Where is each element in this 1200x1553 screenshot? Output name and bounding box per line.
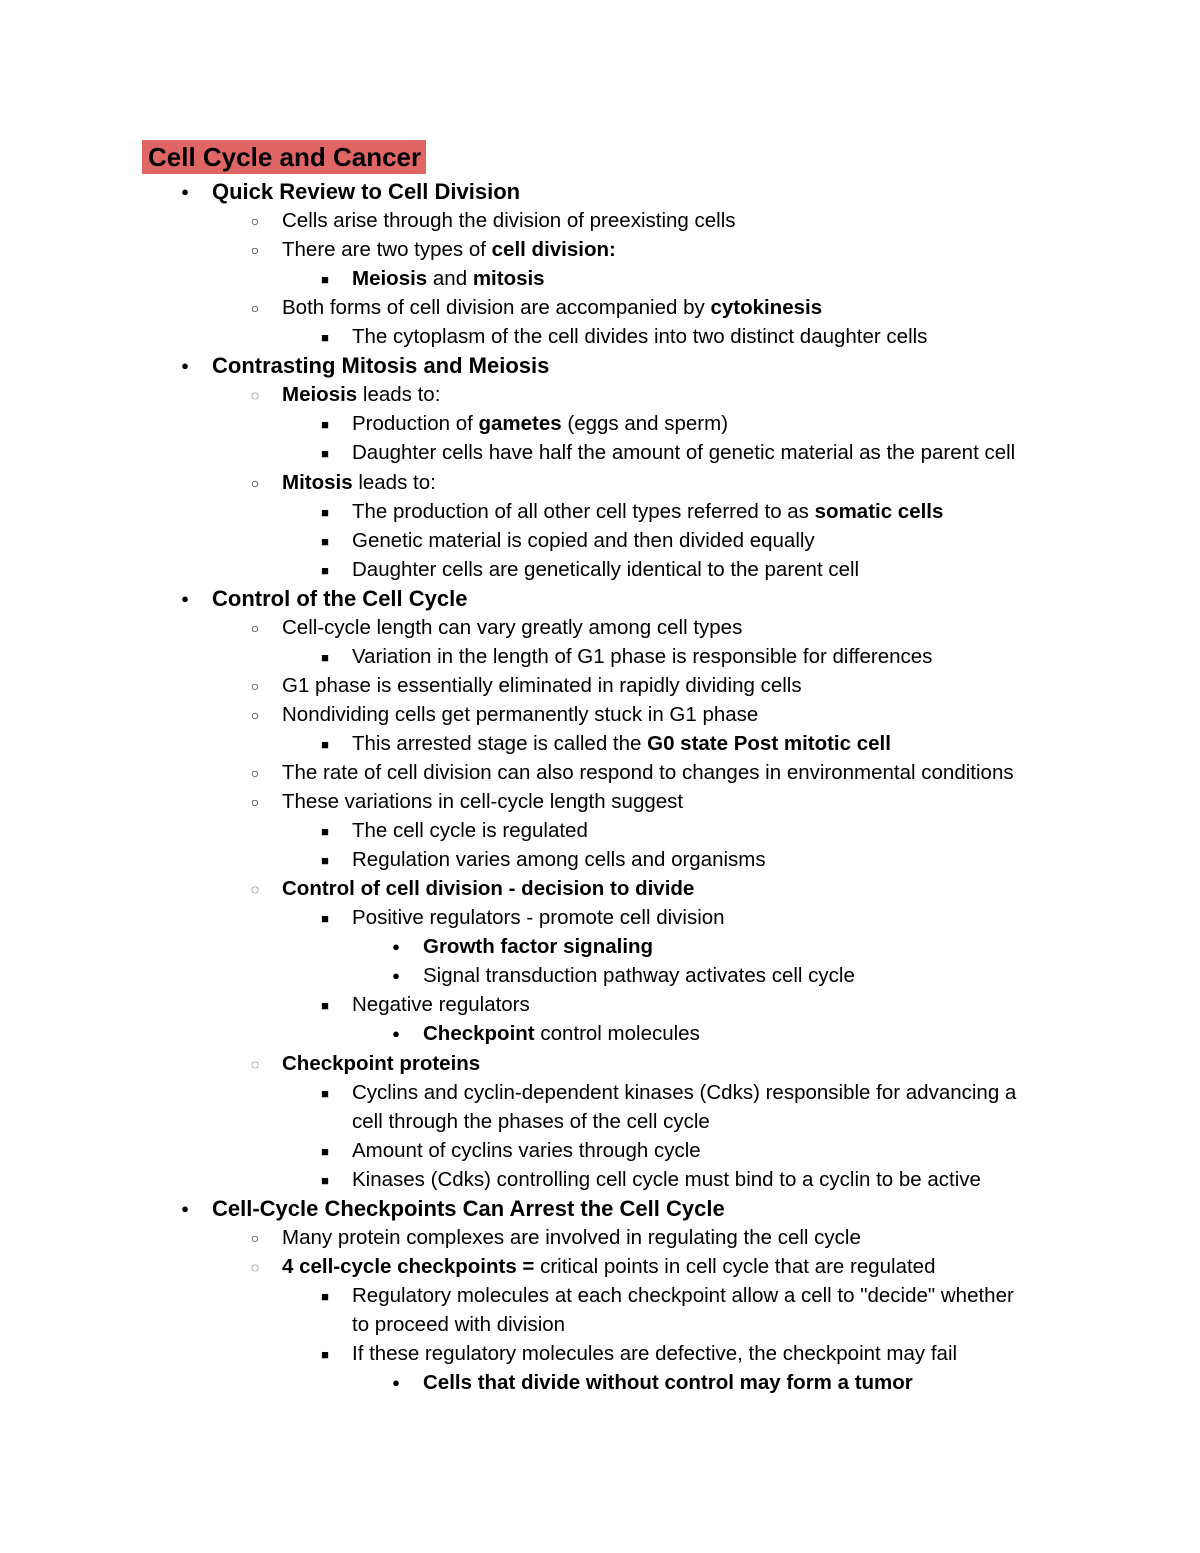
square-bullet-icon [317, 1340, 333, 1369]
list-item-text: The rate of cell division can also respond to changes in environmental conditions [282, 761, 1014, 784]
list-item-text: Contrasting Mitosis and Meiosis [212, 353, 550, 379]
list-item [352, 323, 927, 351]
list-item-text: Meiosis [352, 267, 428, 291]
list-item [282, 1050, 480, 1078]
list-item-text: Control of cell division - decision to divide [282, 877, 695, 901]
list-item-text: Checkpoint [423, 1022, 535, 1046]
list-item-text: Production of [352, 412, 479, 436]
dot-bullet-icon [388, 933, 404, 961]
list-item-text: There are two types of [282, 238, 492, 262]
list-item [352, 730, 891, 758]
list-item [282, 381, 440, 409]
list-item [352, 1108, 710, 1136]
list-item [282, 788, 683, 816]
list-item-text: The cytoplasm of the cell divides into two distinct daughter cells [352, 325, 928, 349]
list-item-text: Genetic material is copied and then divided equally [352, 528, 815, 552]
list-item-text: Regulatory molecules at each checkpoint allow a cell to "decide" whether [352, 1283, 1014, 1307]
square-bullet-icon [317, 1079, 333, 1108]
list-item-text: Control of the Cell Cycle [212, 585, 468, 611]
list-item-text: Cell-cycle length can vary greatly among cell types [282, 615, 743, 639]
square-bullet-icon [317, 846, 333, 875]
list-item [352, 498, 943, 526]
square-bullet-icon [317, 323, 333, 352]
list-item-text: somatic cells [814, 499, 944, 523]
circle-bullet-icon [247, 614, 263, 642]
list-item-text: Cells that divide without control may form a tumor [423, 1371, 913, 1395]
list-item-text: Checkpoint proteins [282, 1051, 481, 1075]
list-item-text: The production of all other cell types referred to as [352, 499, 815, 523]
list-item [352, 1340, 957, 1368]
list-item [352, 1079, 1016, 1107]
list-item-text: Both forms of cell division are accompanied by [282, 296, 711, 320]
circle-bullet-icon [247, 1050, 263, 1078]
dot-bullet-icon [177, 585, 193, 613]
circle-bullet-icon [247, 788, 263, 816]
list-item [352, 1282, 1014, 1310]
list-item-text: Daughter cells are genetically identical to the parent cell [352, 557, 860, 581]
list-item-text: Variation in the length of G1 phase is responsible for differences [352, 644, 933, 668]
circle-bullet-icon [247, 236, 263, 264]
list-item [352, 265, 545, 293]
list-item-text: mitosis [472, 267, 545, 291]
square-bullet-icon [317, 410, 333, 439]
list-item-text: Meiosis [282, 383, 358, 407]
list-item [282, 469, 436, 497]
list-item [423, 1020, 700, 1048]
list-item-text: This arrested stage is called the [352, 731, 648, 755]
list-item [352, 904, 725, 932]
list-item-text: leads to: [352, 470, 436, 494]
list-item-text: cell division: [491, 238, 616, 262]
list-item-text: cytokinesis [710, 296, 823, 320]
list-item [352, 1311, 565, 1339]
circle-bullet-icon [247, 1224, 263, 1252]
list-item [282, 294, 822, 322]
square-bullet-icon [317, 730, 333, 759]
list-item-text: to proceed with division [352, 1312, 566, 1336]
list-item-text: and [427, 267, 473, 291]
square-bullet-icon [317, 439, 333, 468]
circle-bullet-icon [247, 701, 263, 729]
list-item-text: Nondividing cells get permanently stuck in G1 phase [282, 702, 759, 726]
list-item-text: Growth factor signaling [423, 935, 654, 959]
list-item [282, 701, 758, 729]
list-item [352, 1166, 981, 1194]
list-item [352, 527, 815, 555]
list-item-text: G1 phase is essentially eliminated in rapidly dividing cells [282, 673, 802, 697]
list-item-text: Cells arise through the division of preexisting cells [282, 209, 736, 233]
circle-bullet-icon [247, 1253, 263, 1281]
list-item-text: If these regulatory molecules are defective, the checkpoint may fail [352, 1342, 958, 1365]
list-item [282, 207, 736, 235]
section-heading [212, 352, 549, 380]
list-item-text: Positive regulators - promote cell division [352, 906, 725, 930]
list-item [282, 1224, 861, 1252]
list-item [282, 875, 694, 903]
list-item-text: (eggs and sperm) [561, 412, 729, 436]
dot-bullet-icon [177, 1195, 193, 1223]
list-item [423, 933, 653, 961]
list-item [352, 817, 588, 845]
list-item-text: critical points in cell cycle that are regulated [534, 1254, 936, 1278]
circle-bullet-icon [247, 469, 263, 497]
circle-bullet-icon [247, 759, 263, 787]
list-item [352, 410, 728, 438]
list-item-text: Signal transduction pathway activates cell cycle [423, 964, 855, 988]
list-item-text: gametes [478, 412, 562, 436]
list-item-text: Regulation varies among cells and organisms [352, 848, 766, 872]
list-item [282, 236, 616, 264]
list-item [423, 1369, 913, 1397]
circle-bullet-icon [247, 294, 263, 322]
section-heading [212, 585, 467, 613]
list-item-text: Daughter cells have half the amount of genetic material as the parent cell [352, 441, 1016, 465]
section-heading [212, 178, 520, 206]
list-item [352, 1137, 701, 1165]
list-item-text: leads to: [357, 383, 441, 407]
list-item-text: Negative regulators [352, 993, 530, 1017]
square-bullet-icon [317, 817, 333, 846]
square-bullet-icon [317, 1166, 333, 1195]
list-item-text: Amount of cyclins varies through cycle [352, 1138, 701, 1162]
circle-bullet-icon [247, 207, 263, 235]
list-item-text: Quick Review to Cell Division [212, 179, 521, 204]
list-item-text: Cyclins and cyclin-dependent kinases (Cdks) responsible for advancing a [352, 1080, 1017, 1104]
section-heading [212, 1195, 725, 1223]
square-bullet-icon [317, 991, 333, 1020]
dot-bullet-icon [388, 1020, 404, 1048]
list-item [282, 614, 742, 642]
list-item [423, 962, 855, 990]
list-item [352, 556, 859, 584]
square-bullet-icon [317, 556, 333, 585]
circle-bullet-icon [247, 381, 263, 409]
list-item [282, 672, 802, 700]
page-title: Cell Cycle and Cancer [142, 140, 426, 174]
list-item [282, 759, 1014, 787]
square-bullet-icon [317, 1282, 333, 1311]
list-item-text: G0 state Post mitotic cell [647, 731, 891, 755]
list-item-text: Kinases (Cdks) controlling cell cycle must bind to a cyclin to be active [352, 1167, 981, 1191]
list-item-text: These variations in cell-cycle length suggest [282, 790, 684, 814]
dot-bullet-icon [388, 1369, 404, 1397]
list-item-text: 4 cell-cycle checkpoints = [282, 1254, 535, 1278]
list-item-text: control molecules [534, 1022, 700, 1046]
square-bullet-icon [317, 904, 333, 933]
dot-bullet-icon [388, 962, 404, 990]
list-item-text: Mitosis [282, 470, 353, 494]
list-item [352, 643, 932, 671]
list-item-text: The cell cycle is regulated [352, 819, 588, 843]
dot-bullet-icon [177, 352, 193, 380]
square-bullet-icon [317, 527, 333, 556]
circle-bullet-icon [247, 875, 263, 903]
square-bullet-icon [317, 265, 333, 294]
square-bullet-icon [317, 1137, 333, 1166]
list-item-text: cell through the phases of the cell cycle [352, 1109, 710, 1133]
list-item-text: Many protein complexes are involved in regulating the cell cycle [282, 1225, 861, 1249]
square-bullet-icon [317, 498, 333, 527]
list-item [352, 991, 530, 1019]
list-item [352, 846, 766, 874]
dot-bullet-icon [177, 178, 193, 206]
square-bullet-icon [317, 643, 333, 672]
list-item-text: Cell-Cycle Checkpoints Can Arrest the Cell Cycle [212, 1195, 725, 1221]
list-item [282, 1253, 936, 1281]
circle-bullet-icon [247, 672, 263, 700]
list-item [352, 439, 1015, 467]
